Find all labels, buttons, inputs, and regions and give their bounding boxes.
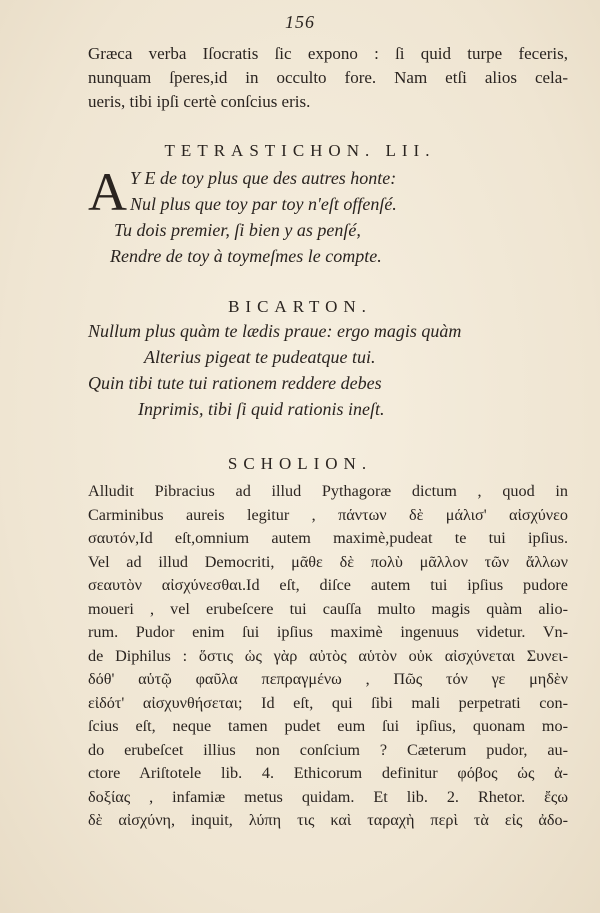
heading-bicarton: BICARTON.: [228, 297, 372, 316]
heading-scholion: SCHOLION.: [227, 454, 373, 473]
scholion-line: moueri , vel erubeſcere tui cauſſa multo magis quàm alio-: [88, 599, 568, 618]
verse-line: Nullum plus quàm te lædis praue: ergo magis quàm: [88, 321, 462, 341]
verse-line: Quin tibi tute tui rationem reddere debes: [88, 373, 382, 393]
intro-line: ueris, tibi ipſi certè conſcius eris.: [88, 92, 311, 111]
verse-line: Nul plus que toy par toy n'eſt offenſé.: [130, 194, 397, 214]
scholion-line: rum. Pudor enim ſui ipſius maximè ingenuus videtur. Vn-: [88, 623, 568, 641]
verse-line: Inprimis, tibi ſi quid rationis ineſt.: [138, 399, 385, 419]
verse-line: Y E de toy plus que des autres honte:: [130, 168, 397, 188]
scholion-line: ſcius eſt, neque tamen pudet eum ſui ipſius, quonam mo-: [88, 717, 568, 735]
scholion-line: σεαυτὸν αἰσχύνεσθαι.Id eſt, diſce autem tui ipſius pudore: [88, 576, 568, 594]
scholion-line: do erubeſcet illius non conſcium ? Cæterum pudor, au-: [88, 740, 568, 759]
verse-line: Tu dois premier, ſi bien y as penſé,: [114, 220, 361, 240]
scholion-line: εἰδότ' αἰσχυνθήσεται; Id eſt, qui ſibi mali perpetrati con-: [88, 693, 568, 712]
heading-tetrastichon: TETRASTICHON. LII.: [164, 141, 436, 160]
scholion-line: Vel ad illud Democriti, μᾶθε δὲ πολὺ μᾶλλον τῶν ἄλλων: [88, 552, 568, 571]
verse-line: Alterius pigeat te pudeatque tui.: [144, 347, 376, 367]
scholion-line: Carminibus aureis legitur , πάντων δὲ μάλισ' αἰσχύνεο: [88, 505, 568, 524]
scholion-line: δόθ' αὑτῷ φαῦλα πεπραγμένω , Πῶς τόν γε μηδὲν: [88, 670, 568, 688]
scholion-line: δοξίας , infamiæ metus quidam. Et lib. 2. Rhetor. ἔςω: [88, 787, 568, 806]
scholion-line: δὲ αἰσχύνη, inquit, λύπη τις καὶ ταραχὴ περὶ τὰ εἰς ἀδο-: [88, 811, 568, 829]
intro-line: Græca verba Iſocratis ſic expono : ſi quid turpe feceris,: [88, 44, 568, 63]
verse-line: Rendre de toy à toymeſmes le compte.: [110, 246, 382, 266]
drop-cap: A: [88, 162, 127, 222]
intro-paragraph: [88, 42, 568, 114]
latin-verse: [88, 318, 568, 422]
intro-line: nunquam ſperes,id in occulto fore. Nam etſi alios cela-: [88, 68, 568, 87]
scholion-line: de Diphilus : ὅστις ὡς γὰρ αὐτὸς αὑτὸν οὐκ αἰσχύνεται Συνει-: [88, 646, 568, 665]
page-number: 156: [285, 12, 315, 32]
scholion-line: ctore Ariſtotele lib. 4. Ethicorum definitur φόβος ὡς ἀ-: [88, 764, 568, 782]
scholion-paragraph: [88, 480, 568, 833]
scholion-line: σαυτόν,Id eſt,omnium autem maximè,pudeat te tui ipſius.: [88, 529, 568, 547]
french-verse: [88, 162, 568, 269]
scholion-line: Alludit Pibracius ad illud Pythagoræ dictum , quod in: [88, 482, 568, 500]
